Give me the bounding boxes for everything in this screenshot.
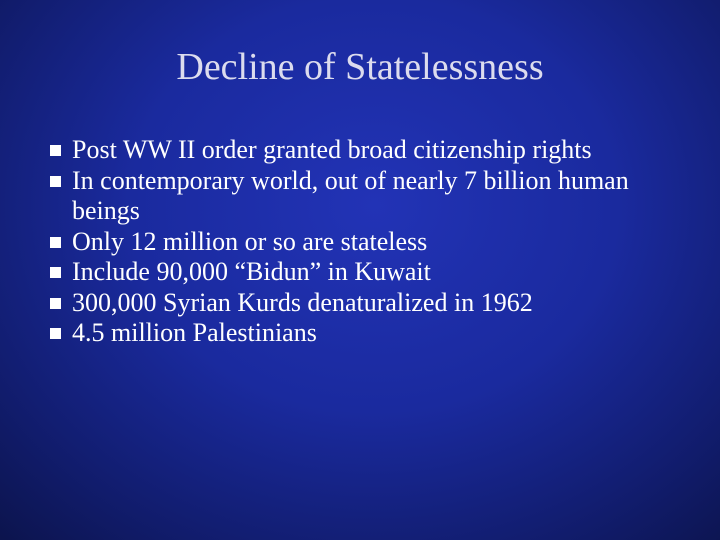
bullet-item — [72, 166, 672, 227]
bullet-item — [72, 135, 672, 166]
bullet-text: Only 12 million or so are stateless — [72, 226, 428, 256]
bullet-item — [72, 257, 672, 288]
bullet-item — [72, 318, 672, 349]
square-bullet-icon — [50, 145, 61, 156]
square-bullet-icon — [50, 176, 61, 187]
square-bullet-icon — [50, 328, 61, 339]
slide-title: Decline of Statelessness — [176, 46, 544, 88]
bullet-text: 300,000 Syrian Kurds denaturalized in 1962 — [72, 287, 533, 317]
bullet-text: 4.5 million Palestinians — [72, 318, 317, 347]
bullet-text: Post WW II order granted broad citizenship rights — [72, 135, 592, 164]
square-bullet-icon — [50, 298, 61, 309]
bullet-item — [72, 227, 672, 258]
square-bullet-icon — [50, 237, 61, 248]
bullet-list — [72, 135, 672, 349]
square-bullet-icon — [50, 267, 61, 278]
bullet-text: In contemporary world, out of nearly 7 billion human beings — [72, 165, 629, 225]
bullet-text: Include 90,000 “Bidun” in Kuwait — [72, 257, 431, 286]
bullet-item — [72, 288, 672, 319]
